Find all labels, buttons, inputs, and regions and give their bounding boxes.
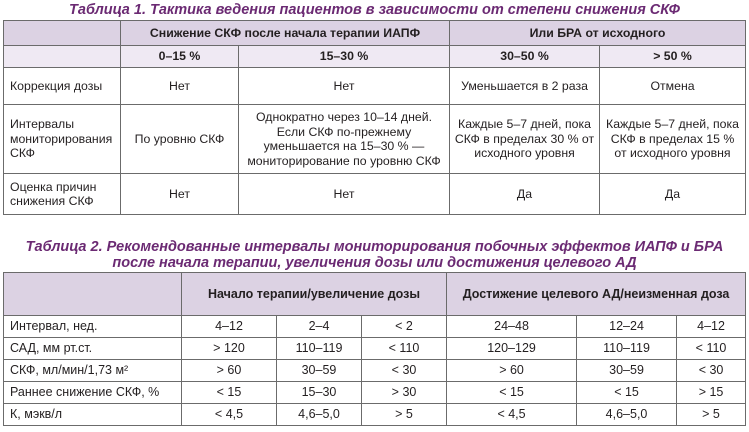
table-cell: Нет: [239, 174, 450, 215]
row-label: Коррекция дозы: [4, 68, 121, 105]
table-row: [4, 338, 746, 360]
table-cell: < 4,5: [447, 404, 577, 426]
row-label: Раннее снижение СКФ, %: [4, 382, 182, 404]
table-cell: > 60: [182, 360, 277, 382]
table1-caption: Таблица 1. Тактика ведения пациентов в зависимости от степени снижения СКФ: [69, 2, 680, 18]
table-cell: Уменьшается в 2 раза: [450, 68, 600, 105]
table-cell: < 2: [362, 316, 447, 338]
table-row: [4, 68, 746, 105]
table-cell: 120–129: [447, 338, 577, 360]
row-label: Оценка причин снижения СКФ: [4, 174, 121, 215]
table-cell: < 110: [677, 338, 746, 360]
table-cell: Нет: [121, 68, 239, 105]
table-cell: > 15: [677, 382, 746, 404]
table2-caption: [0, 239, 749, 271]
table-cell: Отмена: [600, 68, 746, 105]
table1-group-header: Снижение СКФ после начала терапии ИАПФ: [121, 21, 450, 46]
row-label: К, мэкв/л: [4, 404, 182, 426]
table1-group-header: Или БРА от исходного: [450, 21, 746, 46]
table-cell: Да: [600, 174, 746, 215]
table1-subheader: 0–15 %: [121, 46, 239, 68]
table-cell: 24–48: [447, 316, 577, 338]
table-cell: Каждые 5–7 дней, пока СКФ в пределах 15 % от исходного уровня: [600, 105, 746, 174]
table-cell: < 15: [182, 382, 277, 404]
table-cell: Каждые 5–7 дней, пока СКФ в пределах 30 % от исходного уровня: [450, 105, 600, 174]
table-cell: 110–119: [277, 338, 362, 360]
table-cell: < 15: [577, 382, 677, 404]
table-cell: < 4,5: [182, 404, 277, 426]
table-cell: < 110: [362, 338, 447, 360]
row-label: Интервалы мониторирования СКФ: [4, 105, 121, 174]
table-cell: 4–12: [677, 316, 746, 338]
table-cell: 30–59: [577, 360, 677, 382]
row-label: САД, мм рт.ст.: [4, 338, 182, 360]
table2-caption-line: Таблица 2. Рекомендованные интервалы мониторирования побочных эффектов ИАПФ и БРА: [25, 239, 724, 255]
table-cell: По уровню СКФ: [121, 105, 239, 174]
table-cell: Нет: [121, 174, 239, 215]
table1-subheader: 15–30 %: [239, 46, 450, 68]
table-cell: Да: [450, 174, 600, 215]
table-cell: > 5: [362, 404, 447, 426]
table1: [3, 20, 746, 215]
table1-subheader: > 50 %: [600, 46, 746, 68]
table-cell: 4,6–5,0: [577, 404, 677, 426]
table-cell: > 5: [677, 404, 746, 426]
table-cell: < 15: [447, 382, 577, 404]
table-cell: < 30: [677, 360, 746, 382]
table-cell: 4–12: [182, 316, 277, 338]
table-row: [4, 404, 746, 426]
table-cell: > 120: [182, 338, 277, 360]
table-cell: < 30: [362, 360, 447, 382]
table-row: [4, 382, 746, 404]
table-cell: 110–119: [577, 338, 677, 360]
table-row: [4, 360, 746, 382]
table2-corner: [4, 273, 182, 316]
table2-group-header: Достижение целевого АД/неизменная доза: [447, 273, 746, 316]
table1-corner: [4, 46, 121, 68]
table2-caption-line: после начала терапии, увеличения дозы или достижения целевого АД: [112, 255, 637, 271]
table1-subheader: 30–50 %: [450, 46, 600, 68]
table-cell: Нет: [239, 68, 450, 105]
table-cell: 12–24: [577, 316, 677, 338]
table-row: [4, 105, 746, 174]
table2: [3, 272, 746, 426]
table-row: [4, 316, 746, 338]
table-cell: 4,6–5,0: [277, 404, 362, 426]
row-label: СКФ, мл/мин/1,73 м²: [4, 360, 182, 382]
table1-corner: [4, 21, 121, 46]
table-cell: > 60: [447, 360, 577, 382]
table-cell: Однократно через 10–14 дней. Если СКФ по-прежнему уменьшается на 15–30 % — мониторирование по уровню СКФ: [239, 105, 450, 174]
table-cell: 30–59: [277, 360, 362, 382]
table-row: [4, 174, 746, 215]
table2-group-header: Начало терапии/увеличение дозы: [182, 273, 447, 316]
table-cell: 15–30: [277, 382, 362, 404]
table-cell: > 30: [362, 382, 447, 404]
row-label: Интервал, нед.: [4, 316, 182, 338]
table-cell: 2–4: [277, 316, 362, 338]
